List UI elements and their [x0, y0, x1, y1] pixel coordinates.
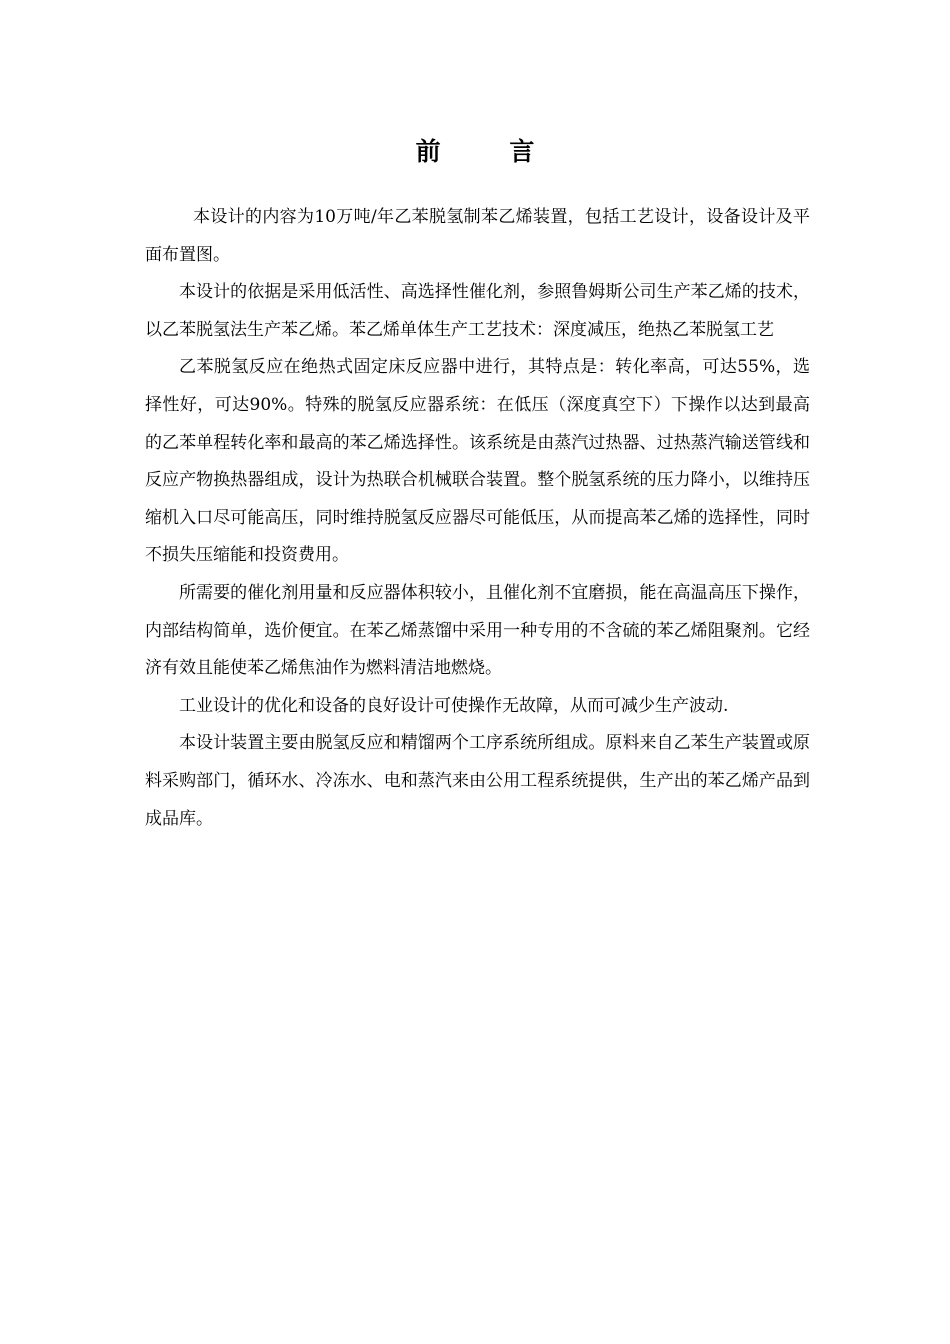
paragraph-catalyst: 所需要的催化剂用量和反应器体积较小，且催化剂不宜磨损，能在高温高压下操作，内部结构简单，选价便宜。在苯乙烯蒸馏中采用一种专用的不含硫的苯乙烯阻聚剂。它经济有效且能使苯乙烯焦油作为燃料清洁地燃烧。	[145, 582, 810, 679]
paragraph-scope: 本设计的内容为10万吨/年乙苯脱氢制苯乙烯装置，包括工艺设计，设备设计及平面布置图。	[145, 207, 810, 265]
paragraph-optimization: 工业设计的优化和设备的良好设计可使操作无故障，从而可减少生产波动.	[179, 695, 729, 716]
document-body	[145, 199, 810, 838]
page-title: 前 言	[415, 137, 565, 166]
paragraph-reactor: 乙苯脱氢反应在绝热式固定床反应器中进行，其特点是：转化率高，可达55%，选择性好，可达90%。特殊的脱氢反应器系统：在低压（深度真空下）下操作以达到最高的乙苯单程转化率和最高的苯乙烯选择性。该系统是由蒸汽过热器、过热蒸汽输送管线和反应产物换热器组成，设计为热联合机械联合装置。整个脱氢系统的压力降小，以维持压缩机入口尽可能高压，同时维持脱氢反应器尽可能低压，从而提高苯乙烯的选择性，同时不损失压缩能和投资费用。	[145, 357, 810, 566]
paragraph-system: 本设计装置主要由脱氢反应和精馏两个工序系统所组成。原料来自乙苯生产装置或原料采购部门，循环水、冷冻水、电和蒸汽来由公用工程系统提供，生产出的苯乙烯产品到成品库。	[145, 733, 810, 829]
paragraph-basis: 本设计的依据是采用低活性、高选择性催化剂，参照鲁姆斯公司生产苯乙烯的技术，以乙苯脱氢法生产苯乙烯。苯乙烯单体生产工艺技术：深度减压，绝热乙苯脱氢工艺	[145, 282, 810, 340]
